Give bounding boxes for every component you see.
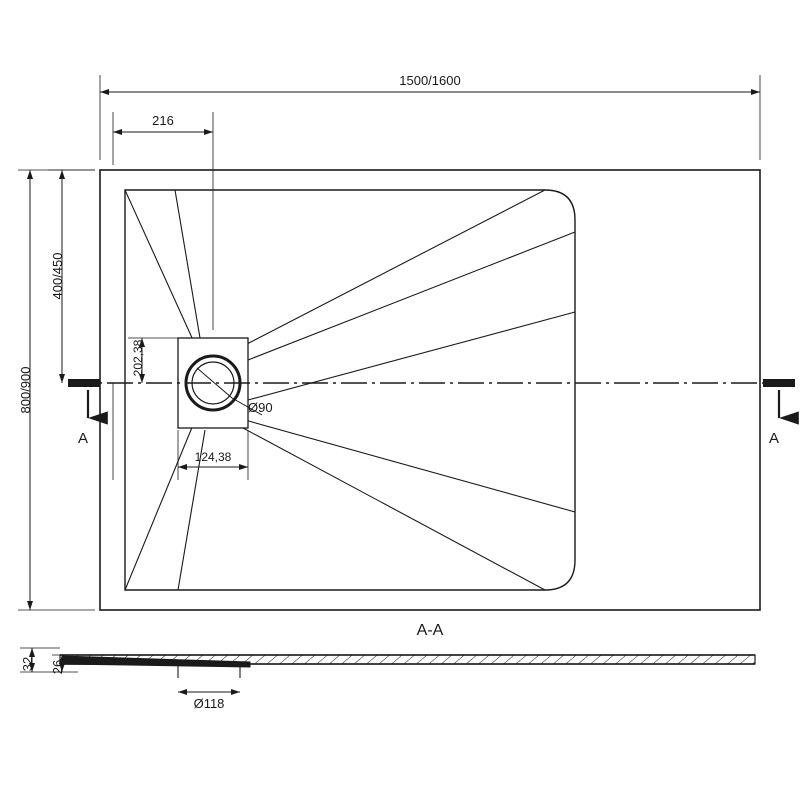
section-marker-left: [68, 379, 100, 447]
section-marker-right: [763, 379, 795, 447]
width-216-label: 216: [152, 113, 174, 128]
thickness-26-label: 26: [50, 659, 65, 675]
drain-diameter-label: Ø90: [248, 400, 273, 415]
overall-width-label: 1500/1600: [399, 73, 461, 88]
dim-outlet-diameter: [178, 692, 240, 711]
section-marker-left-label: A: [78, 430, 89, 447]
section-marker-right-label: A: [769, 430, 780, 447]
section-view: [20, 648, 755, 711]
section-title: A-A: [416, 622, 444, 639]
height-400-450-label: 400/450: [50, 252, 65, 300]
drain-vertical-label: 202,38: [131, 339, 145, 377]
thickness-32-label: 32: [20, 656, 35, 672]
height-800-900-label: 800/900: [18, 366, 33, 414]
dim-height-400-450: [48, 170, 95, 383]
drain-horizontal-label: 124,38: [194, 450, 232, 464]
dim-height-800-900: [18, 170, 95, 610]
top-view: [18, 73, 795, 610]
dim-overall-width: [100, 73, 760, 160]
outlet-diameter-label: Ø118: [193, 696, 225, 711]
